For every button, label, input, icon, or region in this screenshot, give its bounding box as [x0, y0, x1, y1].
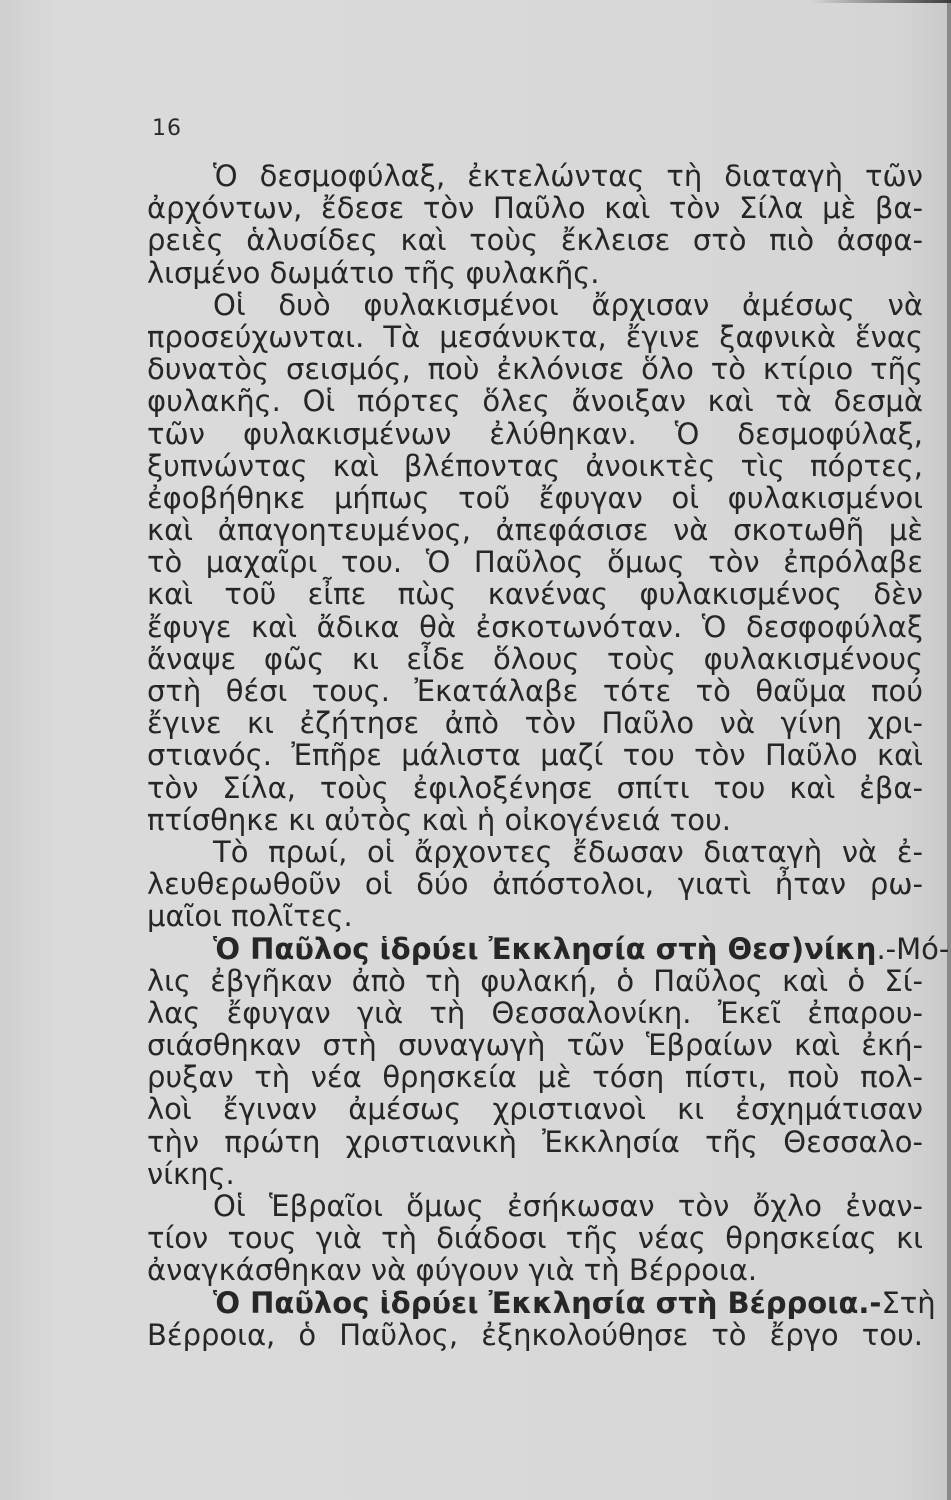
- text-line: στιανός. Ἐπῆρε μάλιστα μαζί του τὸν Παῦλο καὶ: [147, 738, 923, 773]
- text-line: ξυπνώντας καὶ βλέποντας ἀνοικτὲς τὶς πόρτες,: [147, 448, 923, 483]
- text-line: Ὁ Παῦλος ἱδρύει Ἐκκλησία στὴ Βέρροια.-Στὴ: [213, 1285, 936, 1320]
- text-line: σιάσθηκαν στὴ συναγωγὴ τῶν Ἑβραίων καὶ ἐκή-: [147, 1028, 923, 1063]
- text-line: τὴν πρώτη χριστιανικὴ Ἐκκλησία τῆς Θεσσαλο-: [147, 1124, 923, 1159]
- text-line: Οἱ δυὸ φυλακισμένοι ἄρχισαν ἀμέσως νὰ: [213, 287, 923, 322]
- page-edge-shadow: [811, 0, 951, 3]
- text-line: ἄναψε φῶς κι εἶδε ὅλους τοὺς φυλακισμένους: [147, 641, 923, 676]
- text-line: τὸν Σίλα, τοὺς ἐφιλοξένησε σπίτι του καὶ ἐβα-: [147, 770, 923, 805]
- text-line: δυνατὸς σεισμός, ποὺ ἐκλόνισε ὅλο τὸ κτίριο τῆς: [147, 352, 923, 387]
- text-line: Τὸ πρωί, οἱ ἄρχοντες ἔδωσαν διαταγὴ νὰ ἐ-: [213, 834, 923, 869]
- text-line: λις ἐβγῆκαν ἀπὸ τὴ φυλακή, ὁ Παῦλος καὶ ὁ Σί-: [147, 963, 923, 998]
- text-line: λοὶ ἔγιναν ἀμέσως χριστιανοὶ κι ἐσχημάτισαν: [147, 1092, 923, 1127]
- text-line: λας ἔφυγαν γιὰ τὴ Θεσσαλονίκη. Ἐκεῖ ἐπαρου-: [147, 995, 923, 1030]
- text-line: καὶ ἀπαγοητευμένος, ἀπεφάσισε νὰ σκοτωθῆ μὲ: [147, 513, 923, 548]
- text-line: ρειὲς ἁλυσίδες καὶ τοὺς ἔκλεισε στὸ πιὸ ἀσφα-: [147, 223, 923, 258]
- text-line: Ὁ Παῦλος ἱδρύει Ἐκκλησία στὴ Θεσ)νίκη.-Μό-: [213, 931, 950, 966]
- text-line: καὶ τοῦ εἶπε πὼς κανένας φυλακισμένος δὲν: [147, 577, 923, 612]
- page-number: 16: [152, 116, 182, 141]
- text-line: στὴ θέσι τους. Ἐκατάλαβε τότε τὸ θαῦμα πού: [147, 674, 923, 708]
- text-line: προσεύχωνται. Τὰ μεσάνυκτα, ἔγινε ξαφνικὰ ἕνας: [147, 319, 923, 354]
- text-line: πτίσθηκε κι αὐτὸς καὶ ἡ οἰκογένειά του.: [147, 802, 731, 837]
- text-line: ἀναγκάσθηκαν νὰ φύγουν γιὰ τὴ Βέρροια.: [147, 1253, 758, 1288]
- text-line: ἀρχόντων, ἔδεσε τὸν Παῦλο καὶ τὸν Σίλα μὲ βα-: [147, 191, 923, 226]
- text-line: μαῖοι πολῖτες.: [147, 899, 353, 934]
- body-text: [147, 159, 950, 1352]
- page-edge: [947, 0, 951, 1500]
- text-line: τίον τους γιὰ τὴ διάδοσι τῆς νέας θρησκείας κι: [147, 1221, 923, 1256]
- text-line: λευθερωθοῦν οἱ δύο ἀπόστολοι, γιατὶ ἦταν ρω-: [147, 867, 923, 902]
- text-line: Ὁ δεσμοφύλαξ, ἐκτελώντας τὴ διαταγὴ τῶν: [213, 159, 923, 193]
- text-line: Οἱ Ἑβραῖοι ὅμως ἐσήκωσαν τὸν ὄχλο ἐναν-: [213, 1189, 923, 1223]
- text-line: τῶν φυλακισμένων ἐλύθηκαν. Ὁ δεσμοφύλαξ,: [147, 416, 923, 451]
- text-line: ρυξαν τὴ νέα θρησκεία μὲ τόση πίστι, ποὺ πολ-: [147, 1060, 923, 1095]
- text-line: Βέρροια, ὁ Παῦλος, ἐξηκολούθησε τὸ ἔργο του.: [147, 1317, 923, 1352]
- section-heading: Ὁ Παῦλος ἱδρύει Ἐκκλησία στὴ Βέρροια.-: [213, 1285, 882, 1320]
- text-line: ἔγινε κι ἐζήτησε ἀπὸ τὸν Παῦλο νὰ γίνη χρι-: [147, 706, 923, 741]
- text-line: ἐφοβήθηκε μήπως τοῦ ἔφυγαν οἱ φυλακισμένοι: [147, 480, 923, 515]
- section-heading: Ὁ Παῦλος ἱδρύει Ἐκκλησία στὴ Θεσ)νίκη: [213, 931, 877, 966]
- text-line: φυλακῆς. Οἱ πόρτες ὅλες ἄνοιξαν καὶ τὰ δεσμὰ: [147, 384, 923, 419]
- text-line: λισμένο δωμάτιο τῆς φυλακῆς.: [147, 255, 600, 290]
- text-line: τὸ μαχαῖρι του. Ὁ Παῦλος ὅμως τὸν ἐπρόλαβε: [147, 545, 923, 580]
- text-line: νίκης.: [147, 1156, 235, 1191]
- text-line: ἔφυγε καὶ ἄδικα θὰ ἐσκοτωνόταν. Ὁ δεσφοφύλαξ: [147, 609, 923, 644]
